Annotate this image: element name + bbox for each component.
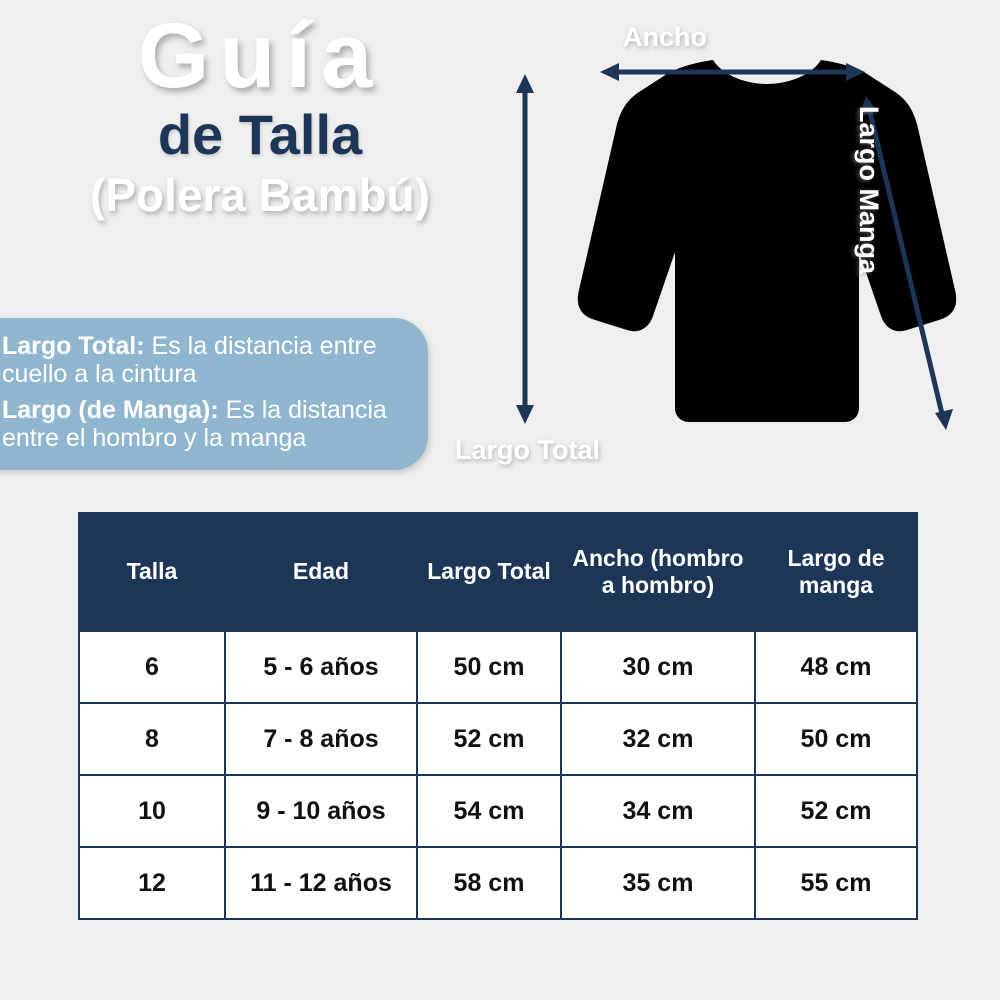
shirt-illustration <box>455 10 1000 500</box>
cell-largo-manga: 55 cm <box>755 847 917 919</box>
col-header-talla: Talla <box>79 513 225 631</box>
shirt-diagram <box>455 10 1000 500</box>
cell-largo-total: 54 cm <box>417 775 561 847</box>
label-largo-total: Largo Total <box>455 435 600 465</box>
col-header-edad: Edad <box>225 513 417 631</box>
cell-largo-total: 58 cm <box>417 847 561 919</box>
cell-talla: 8 <box>79 703 225 775</box>
cell-largo-total: 50 cm <box>417 631 561 703</box>
note-term: Largo Total: <box>2 332 145 360</box>
table-head <box>79 513 917 631</box>
note-item <box>2 332 406 388</box>
note-text: Es la distancia entre el hombro y la manga <box>2 396 387 452</box>
note-item <box>2 396 406 452</box>
col-header-ancho: Ancho (hombro a hombro) <box>561 513 755 631</box>
col-header-largo-total: Largo Total <box>417 513 561 631</box>
cell-edad: 5 - 6 años <box>225 631 417 703</box>
table-row <box>79 847 917 919</box>
cell-edad: 11 - 12 años <box>225 847 417 919</box>
table-row <box>79 631 917 703</box>
col-header-largo-manga: Largo de manga <box>755 513 917 631</box>
length-arrow <box>516 74 534 424</box>
measurement-notes <box>0 318 428 470</box>
title-block <box>0 5 520 221</box>
cell-ancho: 34 cm <box>561 775 755 847</box>
page-title: Guía <box>137 5 383 107</box>
label-ancho: Ancho <box>623 22 707 52</box>
size-table-container <box>78 512 916 920</box>
cell-ancho: 30 cm <box>561 631 755 703</box>
cell-ancho: 32 cm <box>561 703 755 775</box>
cell-talla: 10 <box>79 775 225 847</box>
cell-talla: 12 <box>79 847 225 919</box>
cell-largo-manga: 48 cm <box>755 631 917 703</box>
table-header-row <box>79 513 917 631</box>
label-largo-manga: Largo Manga <box>854 106 884 275</box>
cell-edad: 7 - 8 años <box>225 703 417 775</box>
note-text: Es la distancia entre cuello a la cintura <box>2 332 377 388</box>
cell-ancho: 35 cm <box>561 847 755 919</box>
cell-largo-manga: 52 cm <box>755 775 917 847</box>
note-term: Largo (de Manga): <box>2 396 219 424</box>
table-body <box>79 631 917 919</box>
cell-edad: 9 - 10 años <box>225 775 417 847</box>
cell-largo-manga: 50 cm <box>755 703 917 775</box>
page-subtitle-product: (Polera Bambú) <box>90 168 430 221</box>
cell-largo-total: 52 cm <box>417 703 561 775</box>
cell-talla: 6 <box>79 631 225 703</box>
table-row <box>79 703 917 775</box>
size-table <box>78 512 918 920</box>
page-subtitle: de Talla <box>157 103 363 166</box>
table-row <box>79 775 917 847</box>
